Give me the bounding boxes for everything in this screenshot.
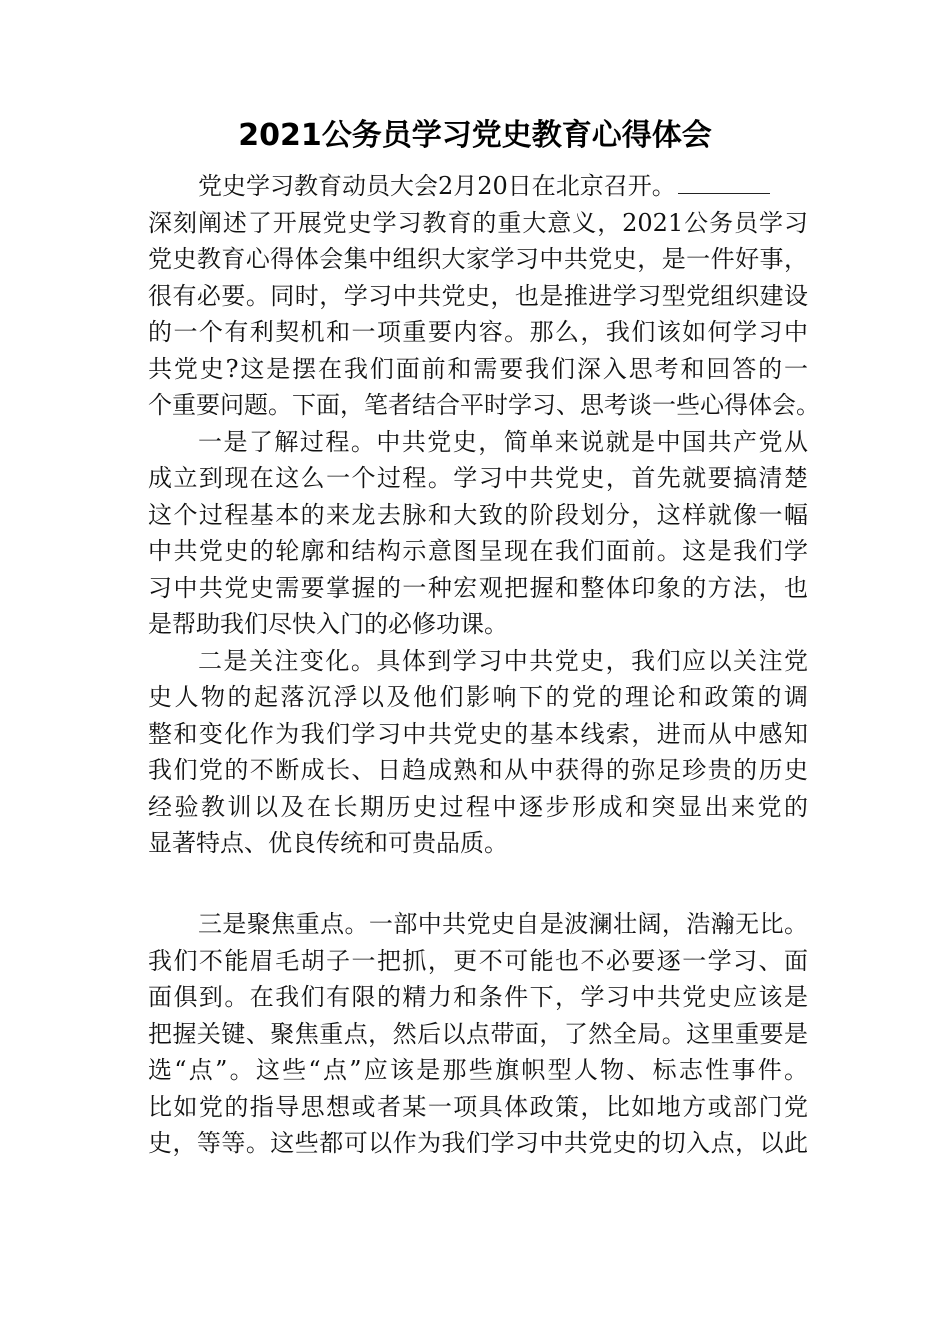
text-line: 是帮助我们尽快入门的必修功课。 bbox=[148, 610, 508, 638]
document-title: 2021公务员学习党史教育心得体会 bbox=[238, 118, 712, 153]
text-line: 习中共党史需要掌握的一种宏观把握和整体印象的方法，也 bbox=[148, 573, 808, 602]
paragraph-2 bbox=[148, 424, 808, 643]
paragraph-3 bbox=[148, 643, 808, 862]
text-line: 史，等等。这些都可以作为我们学习中共党史的切入点，以此 bbox=[148, 1129, 808, 1157]
paragraph-4 bbox=[148, 906, 808, 1162]
text-line: 党史教育心得体会集中组织大家学习中共党史，是一件好事， bbox=[148, 245, 808, 273]
text-line-content: 党史学习教育动员大会2月20日在北京召开。 bbox=[198, 172, 676, 200]
blank-line bbox=[148, 898, 808, 906]
text-line: 选“点”。这些“点”应该是那些旗帜型人物、标志性事件。 bbox=[148, 1056, 808, 1084]
text-line: 经验教训以及在长期历史过程中逐步形成和突显出来党的 bbox=[148, 792, 808, 821]
blank-line bbox=[148, 862, 808, 899]
document-body bbox=[148, 168, 820, 1162]
text-line: 深刻阐述了开展党史学习教育的重大意义，2021公务员学习 bbox=[148, 208, 808, 237]
text-line: 二是关注变化。具体到学习中共党史，我们应以关注党 bbox=[198, 646, 808, 675]
text-line: 面俱到。在我们有限的精力和条件下，学习中共党史应该是 bbox=[148, 983, 808, 1011]
text-line: 史人物的起落沉浮以及他们影响下的党的理论和政策的调 bbox=[148, 683, 808, 711]
text-line: 我们党的不断成长、日趋成熟和从中获得的弥足珍贵的历史 bbox=[148, 756, 808, 784]
text-line: 显著特点、优良传统和可贵品质。 bbox=[148, 829, 508, 857]
text-line: 比如党的指导思想或者某一项具体政策，比如地方或部门党 bbox=[148, 1092, 808, 1121]
text-line: 个重要问题。下面，笔者结合平时学习、思考谈一些心得体会。 bbox=[148, 391, 820, 419]
text-line: 把握关键、聚焦重点，然后以点带面，了然全局。这里重要是 bbox=[148, 1019, 808, 1048]
text-line: 我们不能眉毛胡子一把抓，更不可能也不必要逐一学习、面 bbox=[148, 946, 808, 975]
text-line: 这个过程基本的来龙去脉和大致的阶段划分，这样就像一幅 bbox=[148, 500, 808, 529]
text-line: 三是聚焦重点。一部中共党史自是波澜壮阔，浩瀚无比。 bbox=[198, 910, 808, 938]
text-line: 很有必要。同时，学习中共党史，也是推进学习型党组织建设 bbox=[148, 281, 808, 310]
text-line: 共党史?这是摆在我们面前和需要我们深入思考和回答的一 bbox=[148, 354, 808, 383]
text-line bbox=[148, 168, 808, 205]
text-line: 成立到现在这么一个过程。学习中共党史，首先就要搞清楚 bbox=[148, 464, 808, 492]
text-line: 一是了解过程。中共党史，简单来说就是中国共产党从 bbox=[198, 427, 808, 456]
text-line: 中共党史的轮廓和结构示意图呈现在我们面前。这是我们学 bbox=[148, 537, 808, 565]
blank-underline bbox=[678, 171, 770, 194]
text-line: 整和变化作为我们学习中共党史的基本线索，进而从中感知 bbox=[148, 719, 808, 748]
text-line: 的一个有利契机和一项重要内容。那么，我们该如何学习中 bbox=[148, 318, 808, 346]
paragraph-1 bbox=[148, 168, 820, 424]
